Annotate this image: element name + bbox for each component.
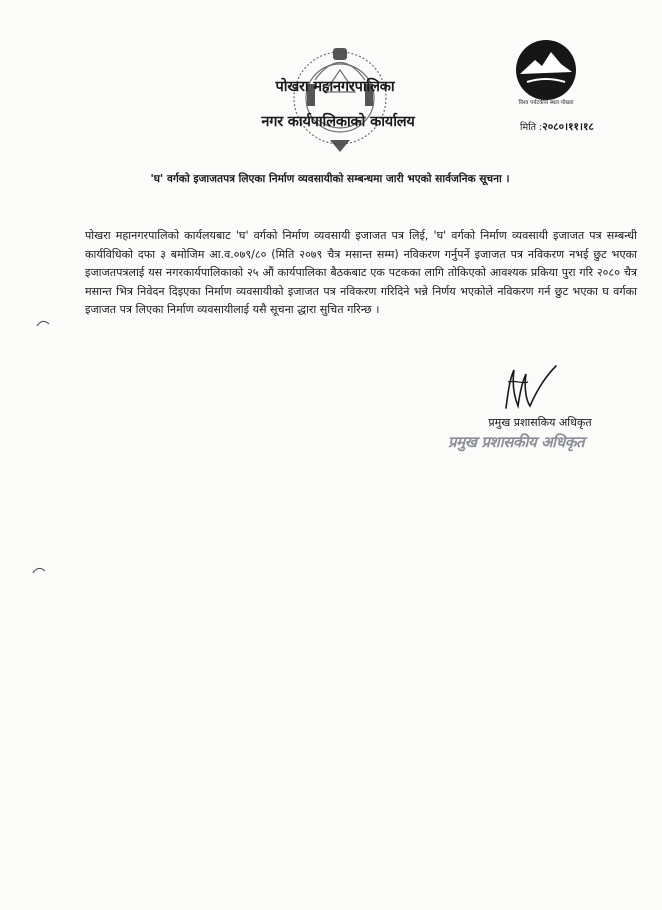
date-label: मिति : [520, 122, 543, 133]
notice-subject: 'घ' वर्गको इजाजतपत्र लिएका निर्माण व्यवसायीको सम्बन्धमा जारी भएको सार्वजनिक सूचना । [150, 173, 510, 185]
org-name: पोखरा महानगरपालिका [275, 79, 395, 95]
notice-body: पोखरा महानगरपालिको कार्यलयबाट 'घ' वर्गको निर्माण व्यवसायी इजाजत पत्र लिई, 'घ' वर्गको निर्माण व्यवसायी इजाजत पत्र सम्बन्धी कार्यविधिको दफा ३ बमोजिम आ.व.०७९/८० (मिति २०७९ चैत्र मसान्त सम्म) नविकरण गर्नुपर्ने इजाजत पत्र नविकरण नभई छुट भएका इजाजतपत्रलाई यस नगरकार्यपालिकाको २५ औं कार्यपालिका बैठकबाट एक पटकका लागि तोकिएको आवश्यक प्रकिया पुरा गरि २०८० चैत्र मसान्त भित्र निवेदन दिइएका निर्माण व्यवसायीको इजाजत पत्र नविकरण गरिदिने भन्ने निर्णय भएकोले नविकरण गर्न छुट भएका घ वर्गका इजाजत पत्र लिएका निर्माण व्यवसायीलाई यसै सूचना द्धारा सुचित गरिन्छ । [85, 229, 637, 316]
pokhara-logo-icon [515, 38, 577, 102]
signature-icon [500, 362, 560, 417]
scan-mark-icon [32, 565, 46, 575]
scan-mark-icon [36, 318, 50, 328]
signatory-title: प्रमुख प्रशासकिय अधिकृत [488, 416, 592, 429]
date-line [520, 120, 594, 134]
date-value: २०८०।११।१८ [542, 121, 594, 133]
office-name: नगर कार्यपालिकाको कार्यालय [261, 114, 415, 130]
logo-caption: विश्व पर्यटकीय स्थल पोखरा [518, 100, 574, 106]
signatory-stamp: प्रमुख प्रशासकीय अधिकृत [448, 433, 585, 451]
municipality-seal-icon [285, 40, 395, 160]
